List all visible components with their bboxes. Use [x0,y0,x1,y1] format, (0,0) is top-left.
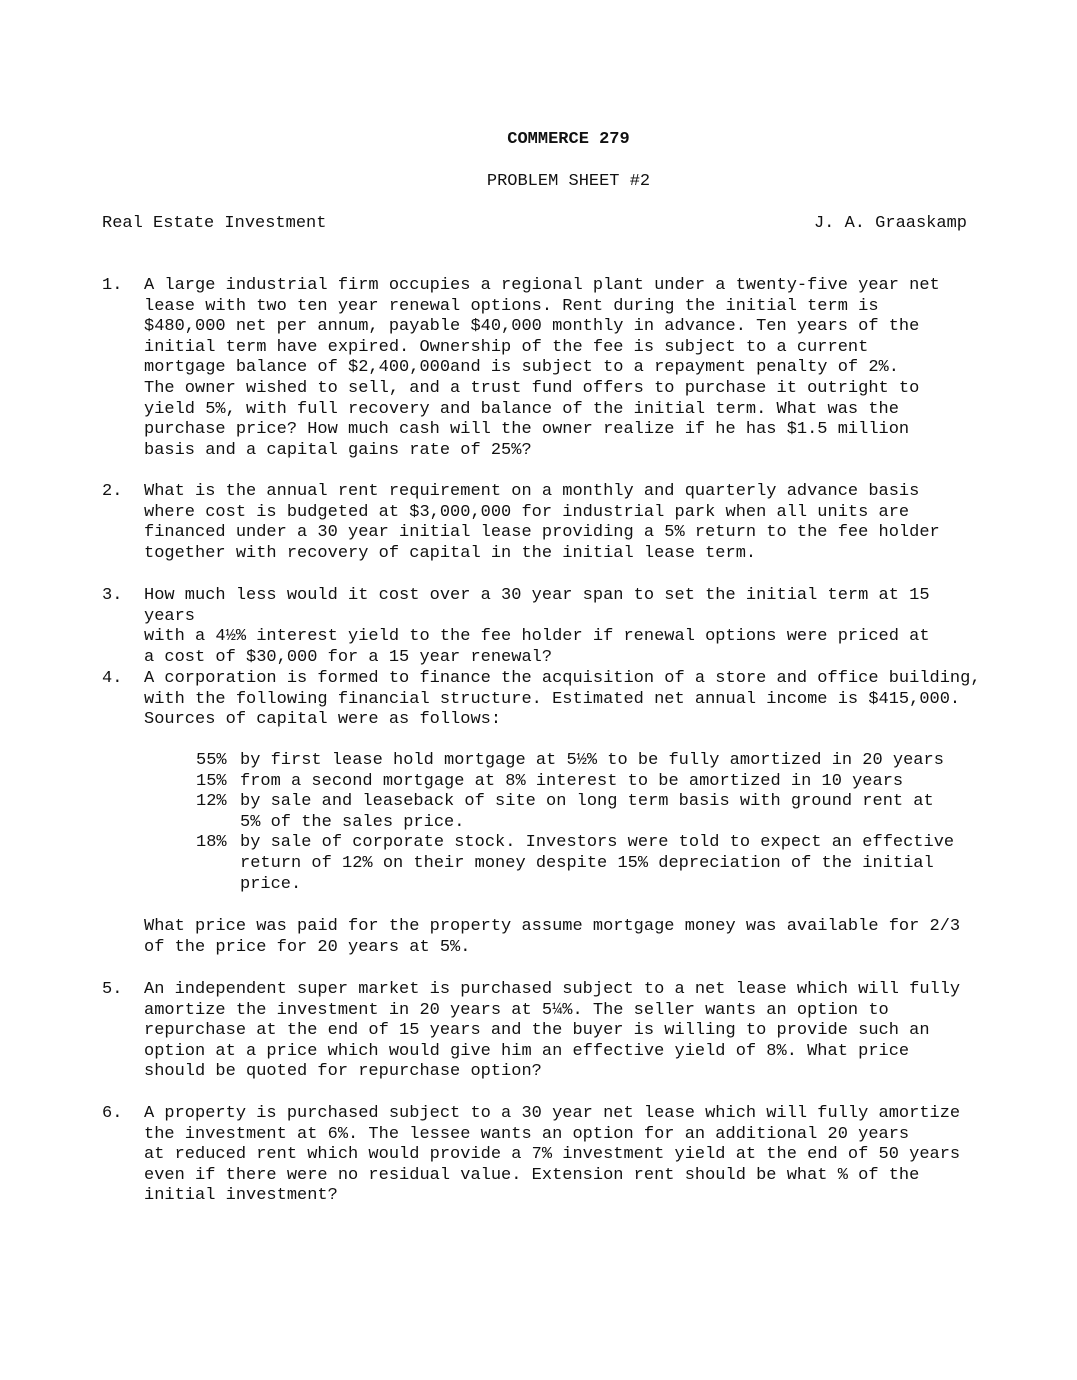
problem-number: 6. [102,1104,123,1123]
problem-2 [102,482,982,564]
problem-6 [102,1104,982,1207]
item-text: by sale and leaseback of site on long term basis with ground rent at 5% of the sales price. [240,792,934,832]
problem-number: 2. [102,482,123,501]
capital-sources-list [196,751,1006,895]
problem-1 [102,276,982,461]
problem-text: How much less would it cost over a 30 year span to set the initial term at 15 years with a 4½% interest yield to the fee holder if renewal options were priced at a cost of $30,000 for a 15 year renewal? [144,586,930,667]
item-text: from a second mortgage at 8% interest to be amortized in 10 years [240,771,904,791]
subject-label: Real Estate Investment [102,214,327,233]
problem-number: 4. [102,669,123,688]
item-text: by sale of corporate stock. Investors were told to expect an effective return of 12% on their money despite 15% depreciation of the initial price. [240,833,955,894]
list-item [196,833,1006,895]
problem-text: A corporation is formed to finance the acquisition of a store and office building, with the following financial structure. Estimated net annual income is $415,000. Sources of capital were as follows: [144,669,981,730]
problem-4 [102,669,982,731]
problem-number: 1. [102,276,123,295]
problem-4-question: What price was paid for the property assume mortgage money was available for 2/3 of the price for 20 years at 5%. [144,917,961,957]
item-percent: 12% [196,792,227,812]
problem-text: A property is purchased subject to a 30 year net lease which will fully amortize the investment at 6%. The lessee wants an option for an additional 20 years at reduced rent which would provide a 7% investment yield at the end of 50 years even if there were no residual value. Extension rent should be what % of the initial investment? [144,1104,961,1206]
item-text: by first lease hold mortgage at 5½% to be fully amortized in 20 years [240,751,944,770]
problem-text: A large industrial firm occupies a regional plant under a twenty-five year net lease with two ten year renewal options. Rent during the initial term is $480,000 net per annum, payable $40,000 monthly in advance. Ten years of the initial term have expired. Ownership of the fee is subject to a current mortgage balance of $2,400,000and is subject to a repayment penalty of 2%. The owner wished to sell, and a trust fund offers to purchase it outright to yield 5%, with full recovery and balance of the initial term. What was the purchase price? How much cash will the owner realize if he has $1.5 million basis and a capital gains rate of 25%? [144,276,940,460]
problem-number: 3. [102,586,123,605]
author-name: J. A. Graaskamp [813,214,967,233]
item-percent: 15% [196,771,227,791]
problem-3 [102,586,982,668]
list-item [196,772,1006,793]
item-percent: 55% [196,751,227,770]
course-title: COMMERCE 279 [507,130,630,149]
problem-5 [102,980,982,1083]
list-item [196,751,1006,772]
problem-text: An independent super market is purchased subject to a net lease which will fully amortize the investment in 20 years at 5¼%. The seller wants an option to repurchase at the end of 15 years and the buyer is willing to provide such an option at a price which would give him an effective yield of 8%. What price should be quoted for repurchase option? [144,980,961,1082]
list-item [196,792,1006,833]
item-percent: 18% [196,833,227,853]
sheet-title: PROBLEM SHEET #2 [486,172,651,191]
problem-number: 5. [102,980,123,999]
problem-text: What is the annual rent requirement on a monthly and quarterly advance basis where cost is budgeted at $3,000,000 for industrial park when all units are financed under a 30 year initial lease providing a 5% return to the fee holder together with recovery of capital in the initial lease term. [144,482,940,563]
